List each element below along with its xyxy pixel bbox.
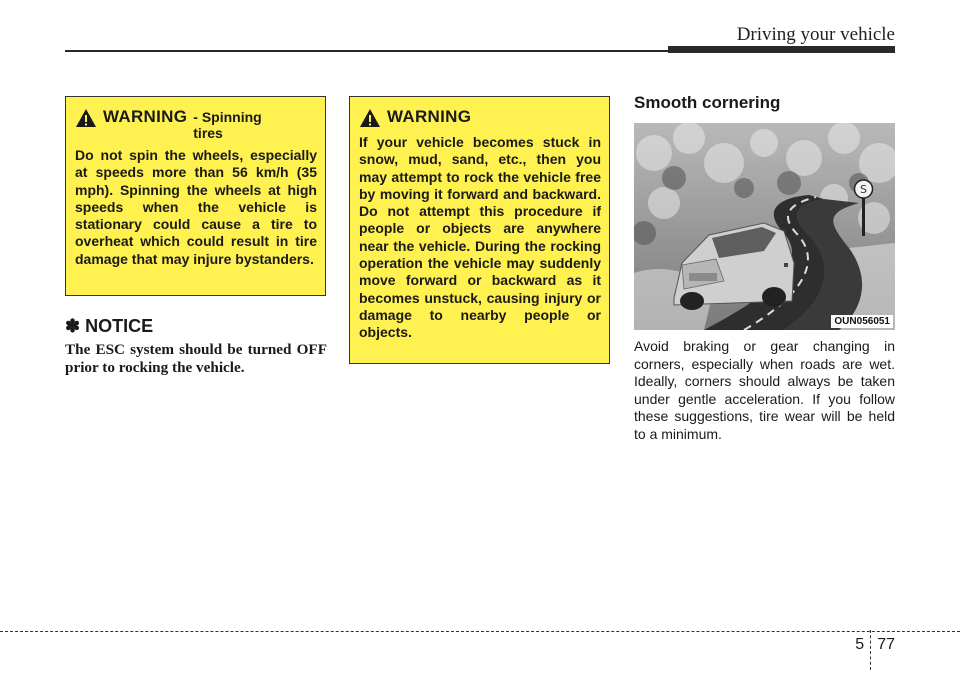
smooth-cornering-heading: Smooth cornering bbox=[634, 93, 781, 112]
header-rule bbox=[65, 50, 670, 52]
warning-title: WARNING bbox=[103, 107, 188, 126]
page-number bbox=[855, 636, 895, 670]
warning-box-spinning-tires bbox=[65, 96, 326, 296]
warning-triangle-icon bbox=[75, 108, 97, 128]
warning-title: WARNING bbox=[387, 107, 472, 126]
header-rule-accent bbox=[668, 46, 895, 53]
warning-subtitle: - Spinning tires bbox=[193, 109, 262, 141]
warning-text: If your vehicle becomes stuck in snow, mud, sand, etc., then you may attempt to rock the vehicle free by moving it forward and backward. Do not attempt this procedure if people or objects are anywhere near the vehicle. During the rocking operation the vehicle may suddenly move forward or backward as it becomes unstuck, causing injury or damage to nearby people or objects. bbox=[359, 134, 601, 341]
warning-box-rocking bbox=[349, 96, 610, 364]
cornering-body-text: Avoid braking or gear changing in corners, especially when roads are wet. Ideally, corners should always be taken under gentle acceleration. If you follow these suggestions, tire wear will be held to a minimum. bbox=[634, 338, 895, 442]
image-code-label: OUN056051 bbox=[831, 315, 893, 328]
warning-header bbox=[75, 107, 317, 141]
notice-heading: ✽ NOTICE bbox=[65, 316, 154, 336]
car-on-curved-road-image bbox=[634, 123, 895, 330]
page-number-value: 77 bbox=[877, 636, 895, 653]
warning-text: Do not spin the wheels, especially at speeds more than 56 km/h (35 mph). Spinning the wheels at high speeds when the vehicle is stationary could cause a tire to overheat which could result in tire damage that may injure bystanders. bbox=[75, 147, 317, 267]
chapter-number: 5 bbox=[855, 636, 865, 653]
svg-text:S: S bbox=[860, 183, 867, 196]
cornering-illustration bbox=[634, 123, 895, 330]
footer-rule bbox=[0, 631, 960, 632]
notice-text: The ESC system should be turned OFF prior to rocking the vehicle. bbox=[65, 341, 327, 376]
section-title: Driving your vehicle bbox=[736, 24, 895, 45]
warning-header bbox=[359, 107, 601, 128]
warning-triangle-icon bbox=[359, 108, 381, 128]
